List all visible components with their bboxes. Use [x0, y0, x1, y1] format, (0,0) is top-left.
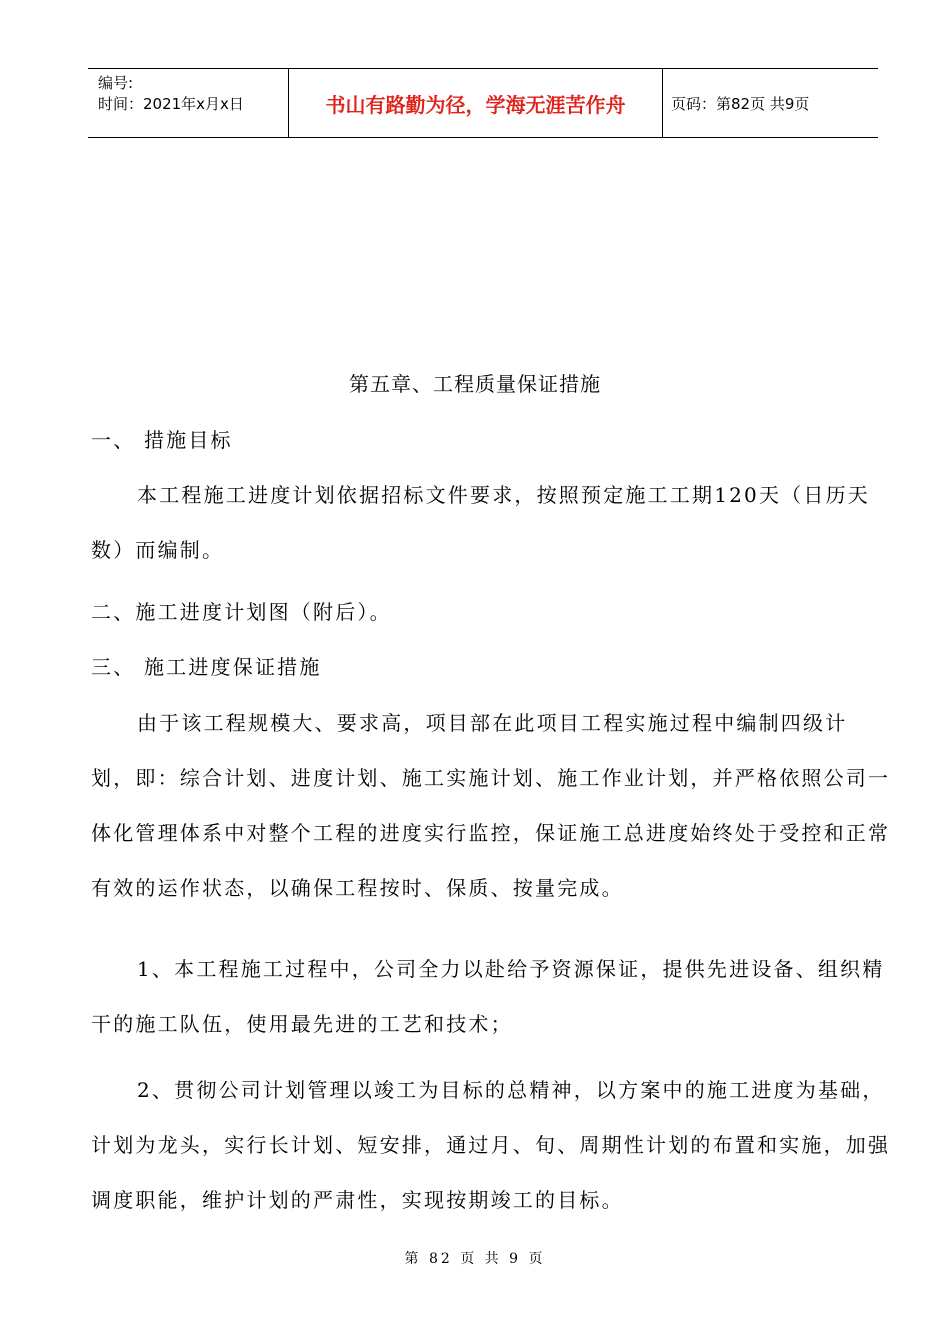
section-heading-2: 二、施工进度计划图（附后）。: [91, 600, 392, 624]
paragraph-1: 本工程施工进度计划依据招标文件要求，按照预定施工工期120天（日历天数）而编制。: [91, 483, 870, 562]
header-meta: [88, 69, 289, 137]
header-page-code: 页码：第82页 共9页: [671, 94, 810, 113]
page-footer: 第 82 页 共 9 页: [404, 1251, 546, 1267]
header-table: [88, 68, 878, 138]
paragraph-2: 由于该工程规模大、要求高，项目部在此项目工程实施过程中编制四级计划，即：综合计划、进度计划、施工实施计划、施工作业计划，并严格依照公司一体化管理体系中对整个工程的进度实行监控，保证施工总进度始终处于受控和正常有效的运作状态，以确保工程按时、保质、按量完成。: [91, 711, 891, 900]
number-label: 编号:: [98, 74, 134, 92]
paragraph-3: 1、本工程施工过程中，公司全力以赴给予资源保证，提供先进设备、组织精干的施工队伍，使用最先进的工艺和技术；: [91, 957, 885, 1036]
section-heading-3: 三、 施工进度保证措施: [91, 655, 322, 679]
chapter-title: 第五章、工程质量保证措施: [349, 372, 601, 396]
header-motto: 书山有路勤为径，学海无涯苦作舟: [289, 69, 663, 137]
time-label: 时间：2021年x月x日: [98, 95, 244, 113]
section-heading-1: 一、 措施目标: [91, 428, 233, 452]
paragraph-4: 2、贯彻公司计划管理以竣工为目标的总精神，以方案中的施工进度为基础，计划为龙头，实行长计划、短安排，通过月、旬、周期性计划的布置和实施，加强调度职能，维护计划的严肃性，实现按期竣工的目标。: [91, 1078, 891, 1212]
